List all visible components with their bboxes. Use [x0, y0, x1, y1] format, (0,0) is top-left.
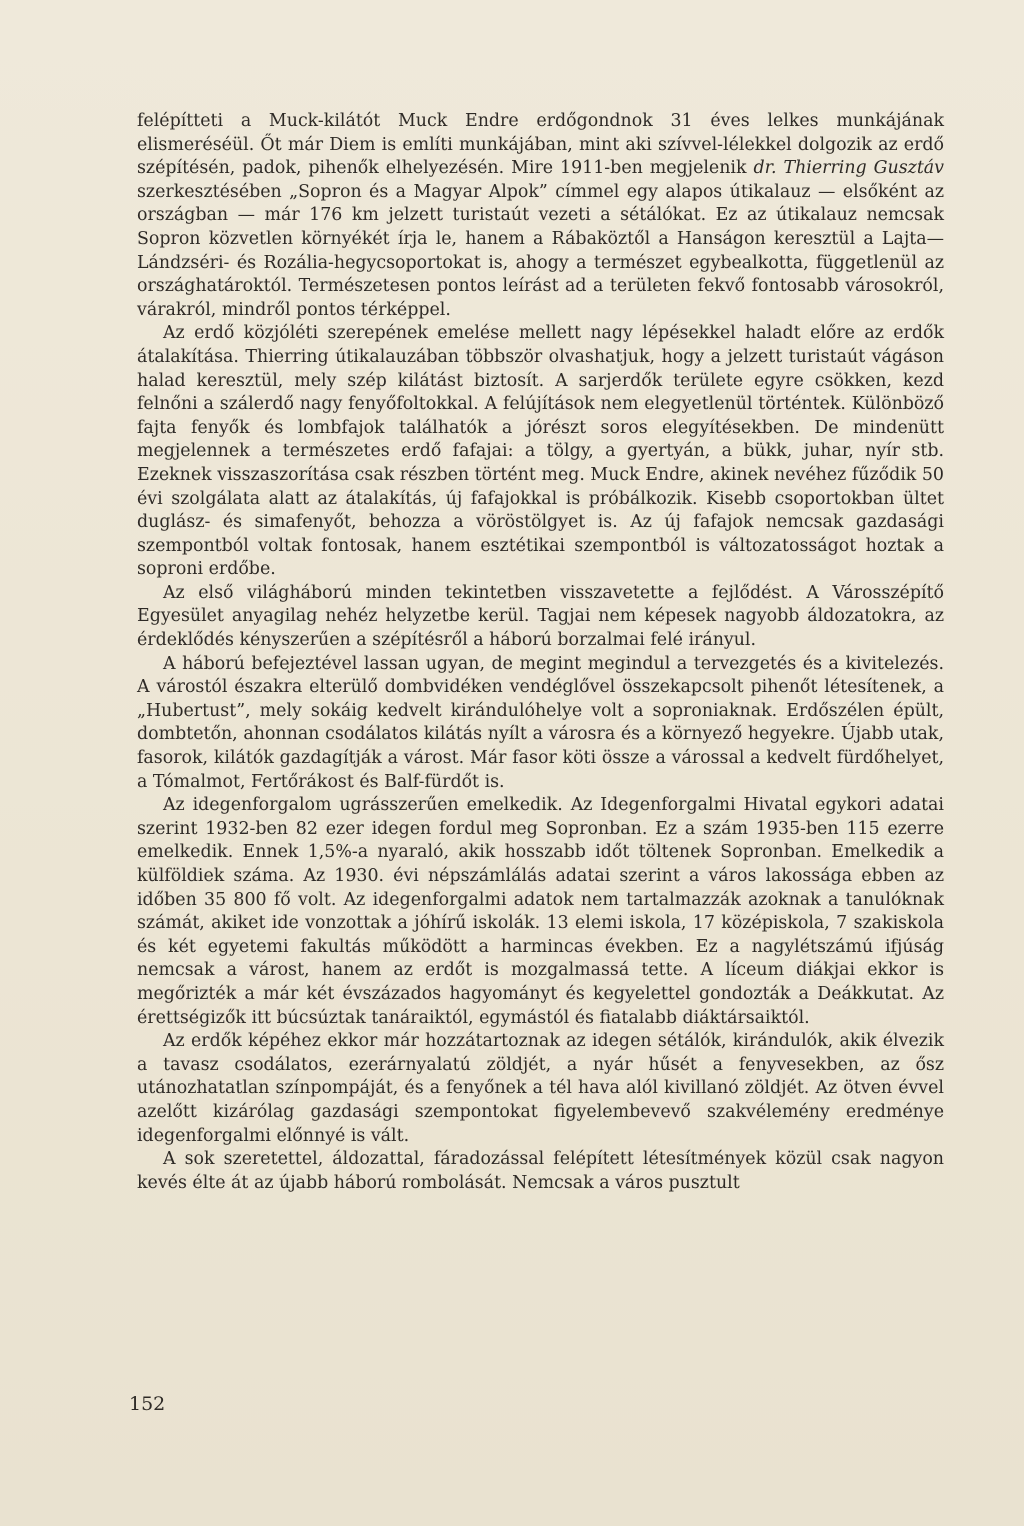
paragraph-1-text-b: szerkesztésében „Sopron és a Magyar Alpok” címmel egy alapos útikalauz — elsőként az országban — már 176 km jelzett turistaút vezeti a sétálókat. Ez az útikalauz nemcsak Sopron közvetlen környékét írja le, hanem a Rábaköztől a Hanságon keresztül a Lajta—Lándzséri- és Rozália-hegycsoportokat is, ahogy a természet egybealkotta, függetlenül az országhatároktól. Természetesen pontos leírást ad a területen fekvő fontosabb városokról, várakról, mindről pontos térképpel. [137, 181, 944, 320]
author-name-italic: dr. Thierring Gusztáv [753, 158, 944, 179]
paragraph-1-text-a: felépítteti a Muck-kilátót Muck Endre erdőgondnok 31 éves lelkes munkájának elismeréséül. Őt már Diem is említi munkájában, mint aki szívvel-lélekkel dolgozik az erdő szépítésén, padok, pihenők elhelyezésén. Mire 1911-ben megjelenik [137, 111, 944, 179]
body-text [137, 110, 944, 1195]
paragraph-2: Az erdő közjóléti szerepének emelése mellett nagy lépésekkel haladt előre az erdők átalakítása. Thierring útikalauzában többször olvashatjuk, hogy a jelzett turistaút vágáson halad keresztül, mely szép kilátást biztosít. A sarjerdők területe egyre csökken, kezd felnőni a szálerdő nagy fenyőfoltokkal. A felújítások nem elegyetlenül történtek. Különböző fajta fenyők és lombfajok találhatók a jórészt soros elegyítésekben. De mindenütt megjelennek a természetes erdő fafajai: a tölgy, a gyertyán, a bükk, juhar, nyír stb. Ezeknek visszaszorítása csak részben történt meg. Muck Endre, akinek nevéhez fűződik 50 évi szolgálata alatt az átalakítás, új fafajokkal is próbálkozik. Kisebb csoportokban ültet duglász- és simafenyőt, behozza a vöröstölgyet is. Az új fafajok nemcsak gazdasági szempontból voltak fontosak, hanem esztétikai szempontból is változatosságot hoztak a soproni erdőbe. [137, 323, 944, 580]
paragraph-7: A sok szeretettel, áldozattal, fáradozással felépített létesítmények közül csak nagyon kevés élte át az újabb háború rombolását. Nemcsak a város pusztult [137, 1149, 944, 1193]
page-number: 152 [129, 1393, 166, 1415]
paragraph-1 [137, 110, 944, 322]
paragraph-5: Az idegenforgalom ugrásszerűen emelkedik. Az Idegenforgalmi Hivatal egykori adatai szerint 1932-ben 82 ezer idegen fordul meg Sopronban. Ez a szám 1935-ben 115 ezerre emelkedik. Ennek 1,5%-a nyaraló, akik hosszabb időt töltenek Sopronban. Emelkedik a külföldiek száma. Az 1930. évi népszámlálás adatai szerint a város lakossága ebben az időben 35 800 fő volt. Az idegenforgalmi adatok nem tartalmazzák azoknak a tanulóknak számát, akiket ide vonzottak a jóhírű iskolák. 13 elemi iskola, 17 középiskola, 7 szakiskola és két egyetemi fakultás működött a harmincas években. Ez a nagylétszámú ifjúság nemcsak a várost, hanem az erdőt is mozgalmassá tette. A líceum diákjai ekkor is megőrizték a már két évszázados hagyományt és kegyelettel gondozták a Deákkutat. Az érettségizők itt búcsúztak tanáraiktól, egymástól és fiatalabb diáktársaiktól. [137, 795, 944, 1028]
paragraph-6: Az erdők képéhez ekkor már hozzátartoznak az idegen sétálók, kirándulók, akik élvezik a tavasz csodálatos, ezerárnyalatú zöldjét, a nyár hűsét a fenyvesekben, az ősz utánozhatatlan színpompáját, és a fenyőnek a tél hava alól kivillanó zöldjét. Az ötven évvel azelőtt kizárólag gazdasági szempontokat figyelembevevő szakvélemény eredménye idegenforgalmi előnnyé is vált. [137, 1031, 944, 1146]
paragraph-4: A háború befejeztével lassan ugyan, de megint megindul a tervezgetés és a kivitelezés. A várostól északra elterülő dombvidéken vendéglővel összekapcsolt pihenőt létesítenek, a „Hubertust”, mely sokáig kedvelt kirándulóhelye volt a soproniaknak. Erdőszélen épült, dombtetőn, ahonnan csodálatos kilátás nyílt a városra és a környező hegyekre. Újabb utak, fasorok, kilátók gazdagítják a várost. Már fasor köti össze a várossal a kedvelt fürdőhelyet, a Tómalmot, Fertőrákost és Balf-fürdőt is. [137, 653, 944, 792]
paragraph-3: Az első világháború minden tekintetben visszavetette a fejlődést. A Városszépítő Egyesület anyagilag nehéz helyzetbe kerül. Tagjai nem képesek nagyobb áldozatokra, az érdeklődés kényszerűen a szépítésről a háború borzalmai felé irányul. [137, 582, 944, 651]
